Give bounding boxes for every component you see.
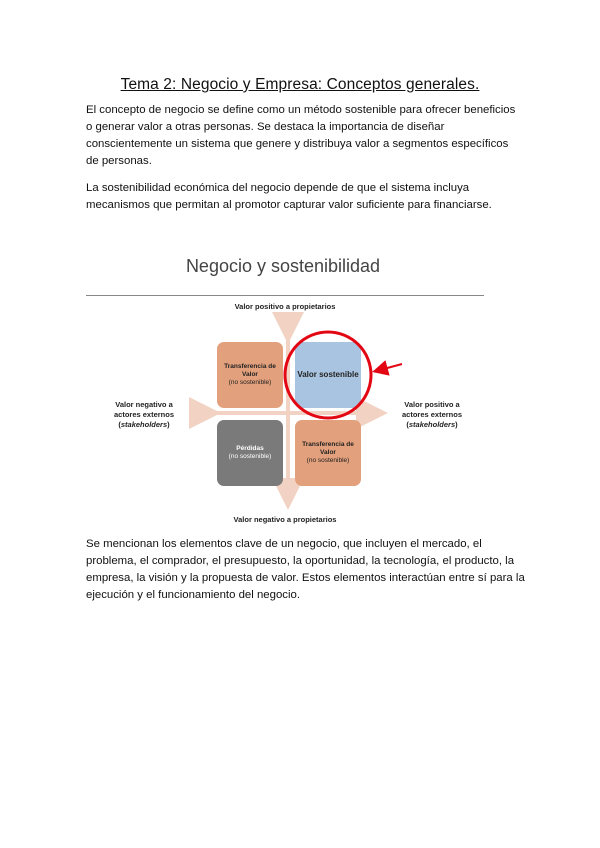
quadrant-main-label: Valor sostenible — [297, 370, 359, 379]
quadrant-sub-label: (no sostenible) — [228, 453, 272, 460]
figure-title: Negocio y sostenibilidad — [185, 256, 381, 276]
axis-label-line: actores externos — [113, 410, 175, 419]
quadrant-main-label: Transferencia de Valor — [302, 441, 354, 456]
quadrant-main-label: Pérdidas — [236, 445, 264, 452]
axis-label-line: (stakeholders) — [118, 420, 170, 429]
key-elements-paragraph: Se mencionan los elementos clave de un negocio, que incluyen el mercado, el problema, el comprador, el presupuesto, la oportunidad, la tecnología, el producto, la empresa, la visión y la propuesta de valor. Estos elementos interactúan entre sí para la ejecución y el funcionamiento del negocio. — [86, 538, 525, 601]
axis-label-top: Valor positivo a propietarios — [234, 302, 336, 311]
axis-label-left — [104, 400, 184, 430]
axis-label-bottom: Valor negativo a propietarios — [233, 515, 337, 524]
axis-label-line: actores externos — [401, 410, 463, 419]
quadrant-main-label: Transferencia de Valor — [224, 363, 276, 378]
axis-label-line: Valor positivo a — [404, 400, 460, 409]
sustainability-paragraph: La sostenibilidad económica del negocio depende de que el sistema incluya mecanismos que permitan al promotor capturar valor suficiente para financiarse. — [86, 182, 492, 211]
axis-label-line: Valor negativo a — [115, 400, 173, 409]
axis-label-line: (stakeholders) — [406, 420, 458, 429]
intro-paragraph: El concepto de negocio se define como un método sostenible para ofrecer beneficios o generar valor a otras personas. Se destaca la importancia de diseñar conscientemente un sistema que genere y distribuya valor a segmentos específicos de personas. — [86, 104, 516, 167]
page-title: Tema 2: Negocio y Empresa: Conceptos generales. — [120, 76, 480, 93]
quadrant-sub-label: (no sostenible) — [228, 379, 272, 386]
quadrant-sub-label: (no sostenible) — [306, 457, 350, 464]
axis-label-italic: stakeholders — [120, 420, 168, 429]
axis-label-italic: stakeholders — [408, 420, 456, 429]
axis-label-right — [392, 400, 472, 430]
highlight-circle — [285, 332, 371, 418]
